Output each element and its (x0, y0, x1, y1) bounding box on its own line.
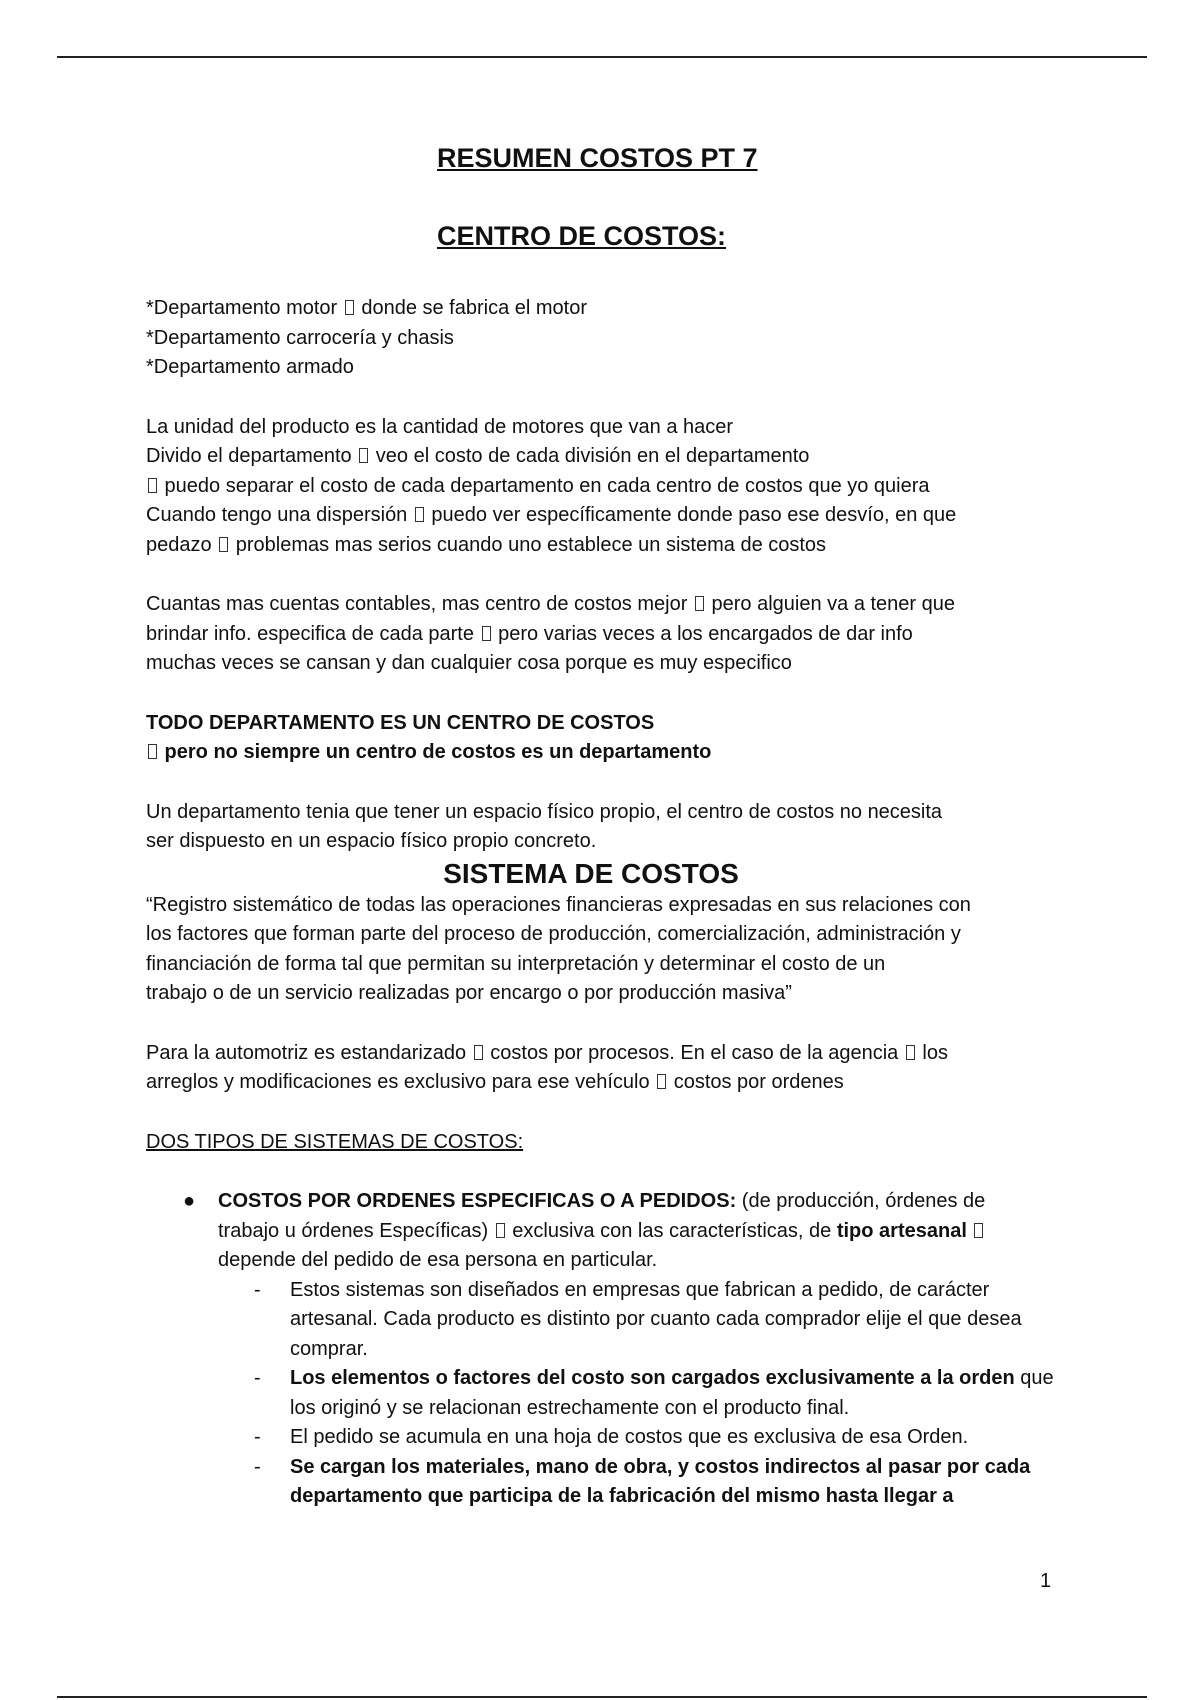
dash-icon: - (254, 1278, 261, 1301)
department-item: *Departamento carrocería y chasis (146, 326, 454, 349)
text-line: Divido el departamento veo el costo de cada división en el departamento (146, 445, 810, 467)
section-centro-de-costos: CENTRO DE COSTOS: (437, 221, 727, 251)
department-item: *Departamento armado (146, 356, 354, 378)
text-line: Para la automotriz es estandarizado costos por procesos. En el caso de la agencia los (146, 1041, 948, 1064)
text-line: los factores que forman parte del proceso de producción, comercialización, administración y (146, 923, 961, 945)
sub-list-item: - Se cargan los materiales, mano de obra, y costos indirectos al pasar por cada departamento que participa de la fabricación del mismo hasta llegar a (218, 1453, 1066, 1512)
missing-glyph-icon (219, 537, 228, 552)
section-sistema-de-costos: SISTEMA DE COSTOS (443, 857, 739, 889)
department-item: *Departamento motor donde se fabrica el motor (146, 297, 588, 319)
bullet-icon: ● (183, 1190, 196, 1212)
missing-glyph-icon (974, 1223, 983, 1238)
dash-icon: - (254, 1367, 261, 1389)
missing-glyph-icon (148, 478, 157, 493)
sub-list-item: - Estos sistemas son diseñados en empresas que fabrican a pedido, de carácter artesanal. Cada producto es distinto por cuanto cada comprador elije el que desea comprar. (218, 1276, 1066, 1365)
paragraph-cuentas (146, 590, 1066, 679)
missing-glyph-icon (496, 1223, 505, 1238)
dash-icon: - (254, 1455, 261, 1478)
dash-icon: - (254, 1426, 261, 1448)
text-line: “Registro sistemático de todas las operaciones financieras expresadas en sus relaciones con (146, 893, 971, 916)
paragraph-automotriz (146, 1039, 1066, 1098)
bold-rule-line: pero no siempre un centro de costos es un departamento (146, 738, 1066, 768)
text-line: financiación de forma tal que permitan su interpretación y determinar el costo de un (146, 952, 886, 975)
bold-rule-line: TODO DEPARTAMENTO ES UN CENTRO DE COSTOS (146, 711, 655, 734)
missing-glyph-icon (695, 596, 704, 611)
text-line: Cuantas mas cuentas contables, mas centro de costos mejor pero alguien va a tener que (146, 593, 956, 615)
text-line: muchas veces se cansan y dan cualquier cosa porque es muy especifico (146, 652, 792, 674)
text-line: trabajo o de un servicio realizadas por encargo o por producción masiva” (146, 982, 792, 1004)
missing-glyph-icon (345, 300, 354, 315)
bottom-rule (57, 1696, 1147, 1698)
bold-rule (146, 709, 1066, 768)
text-line: Un departamento tenia que tener un espacio físico propio, el centro de costos no necesita (146, 800, 943, 823)
sub-list-item: - El pedido se acumula en una hoja de costos que es exclusiva de esa Orden. (218, 1423, 1066, 1453)
text-line: La unidad del producto es la cantidad de motores que van a hacer (146, 415, 734, 438)
missing-glyph-icon (657, 1074, 666, 1089)
text-line: brindar info. especifica de cada parte pero varias veces a los encargados de dar info (146, 622, 913, 645)
document-body (146, 140, 1066, 1512)
list-item: ● COSTOS POR ORDENES ESPECIFICAS O A PEDIDOS: (de producción, órdenes de trabajo u órdenes Específicas) exclusiva con las características, de tipo artesanal depende del pedido de esa persona en particular. - Estos sistemas son diseñados en empresas que fabrican a pedido, de carácter artesanal. Cada producto es distinto por cuanto cada comprador elije el que desea comprar. - Los elementos o factores del costo son cargados exclusivamente a la orden que los originó y se relacionan estrechamente con el producto final. - El pedido se acumula en una hoja de costos que es exclusiva de esa Orden. - Se cargan los materiales, mano de obra, y costos indirectos al pasar por cada departamento que participa de la fabricación del mismo hasta llegar a (146, 1187, 1066, 1512)
missing-glyph-icon (359, 448, 368, 463)
missing-glyph-icon (906, 1045, 915, 1060)
missing-glyph-icon (474, 1045, 483, 1060)
text-line: puedo separar el costo de cada departamento en cada centro de costos que yo quiera (146, 472, 1066, 502)
top-rule (57, 56, 1147, 58)
missing-glyph-icon (482, 626, 491, 641)
tipos-heading: DOS TIPOS DE SISTEMAS DE COSTOS: (146, 1130, 524, 1153)
paragraph-espacio (146, 798, 1066, 857)
text-line: ser dispuesto en un espacio físico propio concreto. (146, 830, 597, 852)
missing-glyph-icon (148, 744, 157, 759)
departments-list (146, 294, 1066, 383)
sistema-quote (146, 891, 1066, 1009)
missing-glyph-icon (415, 507, 424, 522)
text-line: arreglos y modificaciones es exclusivo para ese vehículo costos por ordenes (146, 1071, 844, 1093)
sub-list (218, 1276, 1066, 1512)
sub-list-item: - Los elementos o factores del costo son cargados exclusivamente a la orden que los originó y se relacionan estrechamente con el producto final. (218, 1364, 1066, 1423)
paragraph-unidad (146, 413, 1066, 561)
text-line: Cuando tengo una dispersión puedo ver específicamente donde paso ese desvío, en que (146, 504, 957, 526)
page-number: 1 (1040, 1570, 1052, 1592)
tipos-list (146, 1187, 1066, 1512)
document-title: RESUMEN COSTOS PT 7 (437, 143, 758, 173)
text-line: pedazo problemas mas serios cuando uno establece un sistema de costos (146, 533, 827, 556)
